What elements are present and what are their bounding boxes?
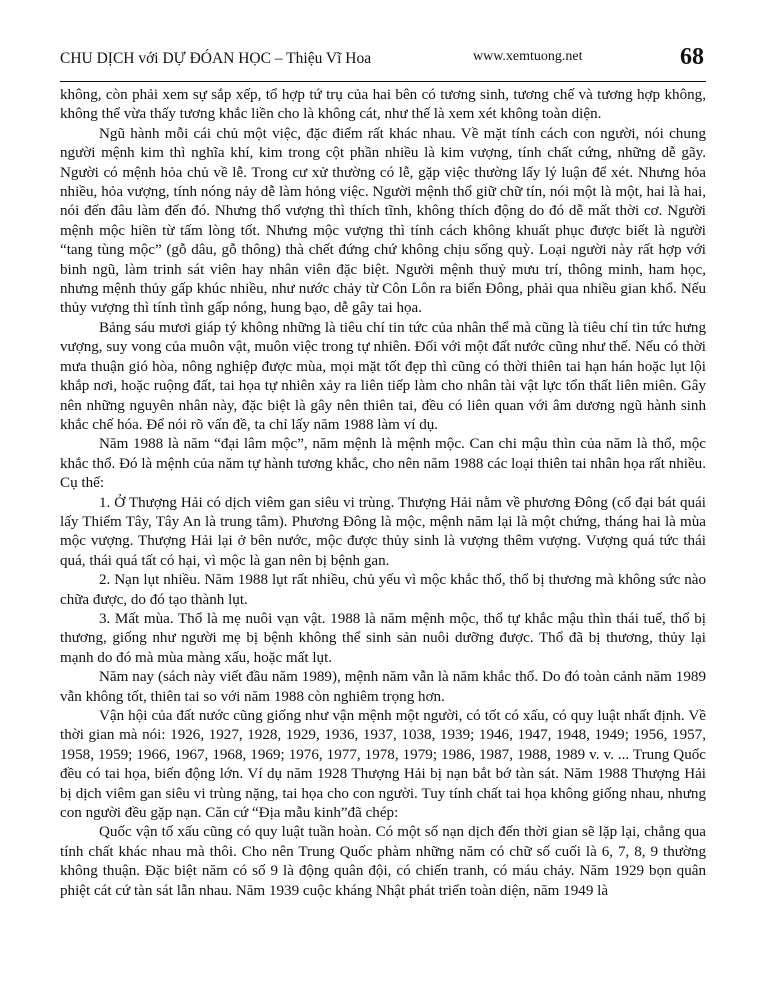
paragraph: Quốc vận tố xấu cũng có quy luật tuần hoàn. Có một số nạn dịch đến thời gian sẽ lặp lại, chẳng qua tính chất khác nhau mà thôi. Cho nên Trung Quốc phàm những năm có chữ số cuối là 6, 7, 8, 9 thường không thuận. Đặc biệt năm có số 9 là động quân đội, có chiến tranh, có máu chảy. Năm 1929 bọn quân phiệt cát cứ tàn sát lẫn nhau. Năm 1939 cuộc kháng Nhật phát triển toàn diện, năm 1949 là [60,824,706,899]
book-title: CHU DỊCH với DỰ ĐÓAN HỌC – Thiệu Vĩ Hoa [60,50,372,67]
website-url: www.xemtuong.net [473,49,583,64]
list-item-paragraph: 2. Nạn lụt nhiều. Năm 1988 lụt rất nhiều, chủ yếu vì mộc khắc thổ, thổ bị thương mà không sức nào chữa được, do đó tạo thành lụt. [60,572,706,608]
paragraph: Ngũ hành mỗi cái chủ một việc, đặc điểm rất khác nhau. Về mặt tính cách con người, nói chung người mệnh kim thì nghĩa khí, kim trong cột phần nhiều là kim vượng, tính chất cứng, những dễ gãy. Người có mệnh hỏa chủ về lễ. Trong cư xử thường có lễ, gặp việc thường lấy lý luận để xét. Nhưng hỏa nhiều, hỏa vượng, tính nóng nảy dễ làm hỏng việc. Người mệnh thổ giữ chữ tín, nói một là một, hai là hai, nói đến đâu làm đến đó. Nhưng thổ vượng thì thích tĩnh, không thích động do đó dễ mất thời cơ. Người mệnh mộc hiền từ tấm lòng tốt. Nhưng mộc vượng thì tính cách không khuất phục được biết là người “tang tùng mộc” (gỗ dâu, gỗ thông) thà chết đứng chứ không chịu sống quỳ. Loại người này rất hợp với binh ngũ, làm trinh sát viên hay nhân viên đặc biệt. Người mệnh thuỷ mưu trí, thông minh, ham học, nhưng mệnh thủy gấp khúc nhiều, như nước chảy từ Côn Lôn ra biển Đông, phải qua nhiều gian khổ. Nếu thủy vượng thì tính tình gấp nóng, hung bạo, dễ gây tai họa. [60,125,706,317]
header-rule [60,81,706,82]
paragraph: Năm nay (sách này viết đầu năm 1989), mệnh năm vẫn là năm khắc thổ. Do đó toàn cảnh năm 1989 vẫn không tốt, thiên tai so với năm 1988 còn nghiêm trọng hơn. [60,669,706,705]
page-number: 68 [680,44,704,70]
paragraph: Vận hội của đất nước cũng giống như vận mệnh một người, có tốt có xấu, có quy luật nhất định. Về thời gian mà nói: 1926, 1927, 1928, 1929, 1936, 1937, 1038, 1939; 1946, 1947, 1948, 1949; 1956, 1957, 1958, 1959; 1966, 1967, 1968, 1969; 1976, 1977, 1978, 1979; 1986, 1987, 1988, 1989 v. v. ... Trung Quốc đều có tai họa, biến động lớn. Ví dụ năm 1928 Thượng Hải bị nạn bắt bớ tàn sát. Năm 1988 Thượng Hải bị dịch viêm gan siêu vi trùng nặng, tai họa cho con người. Tuy tính chất tai họa không giống nhau, nhưng con người đều gặp nạn. Căn cứ “Địa mẫu kinh”đã chép: [60,708,706,822]
list-item-paragraph: 3. Mất mùa. Thổ là mẹ nuôi vạn vật. 1988 là năm mệnh mộc, thổ tự khắc mậu thìn thái tuế, thổ bị thương, giống như người mẹ bị bệnh không thể sinh sản nuôi dưỡng được. Thổ đã bị thương, thủy lại mạnh do đó mà mùa màng xấu, hoặc mất lụt. [60,610,706,666]
paragraph: Bảng sáu mươi giáp tý không những là tiêu chí tin tức của nhân thể mà cũng là tiêu chí tin tức hưng vượng, suy vong của muôn vật, muôn việc trong tự nhiên. Đối với một đất nước cũng như thế. Nếu có thời mưa thuận gió hòa, nông nghiệp được mùa, mọi mặt tốt đẹp thì cũng có thời thiên tai hạn hán hoặc lụt lội khắp nơi, hoặc ruộng đất, tai họa tự nhiên xảy ra liên tiếp làm cho nhân tài vật lực tổn thất liên miên. Gây nên những nguyên nhân này, đặc biệt là gây nên thiên tai, đều có liên quan với âm dương ngũ hành sinh khắc chế hóa. Để nói rõ vấn đề, ta chỉ lấy năm 1988 làm ví dụ. [60,319,706,433]
page-header [60,44,706,82]
paragraph: không, còn phải xem sự sắp xếp, tổ hợp tứ trụ của hai bên có tương sinh, tương chế và tương hợp không, không thể vừa thấy tương khắc liền cho là không cát, như thế là xem xét không toàn diện. [60,87,706,123]
list-item-paragraph: 1. Ở Thượng Hải có dịch viêm gan siêu vi trùng. Thượng Hải nằm về phương Đông (cổ đại bát quái lấy Thiểm Tây, Tây An là trung tâm). Phương Đông là mộc, mệnh năm lại là một chứng, tháng hai là mùa mộc vượng. Thượng Hải lại ở bên nước, mộc được thủy sinh là vượng thêm vượng. Vượng quá tức thái quá, thái quá tất có hại, vì mộc là gan nên bị bệnh gan. [60,494,706,569]
paragraph: Năm 1988 là năm “đại lâm mộc”, năm mệnh là mệnh mộc. Can chi mậu thìn của năm là thổ, mộc khắc thổ. Đó là mệnh của năm tự hành tương khắc, cho nên năm 1988 các loại thiên tai nhân họa rất nhiều. Cụ thể: [60,436,706,492]
body-text [60,86,706,901]
